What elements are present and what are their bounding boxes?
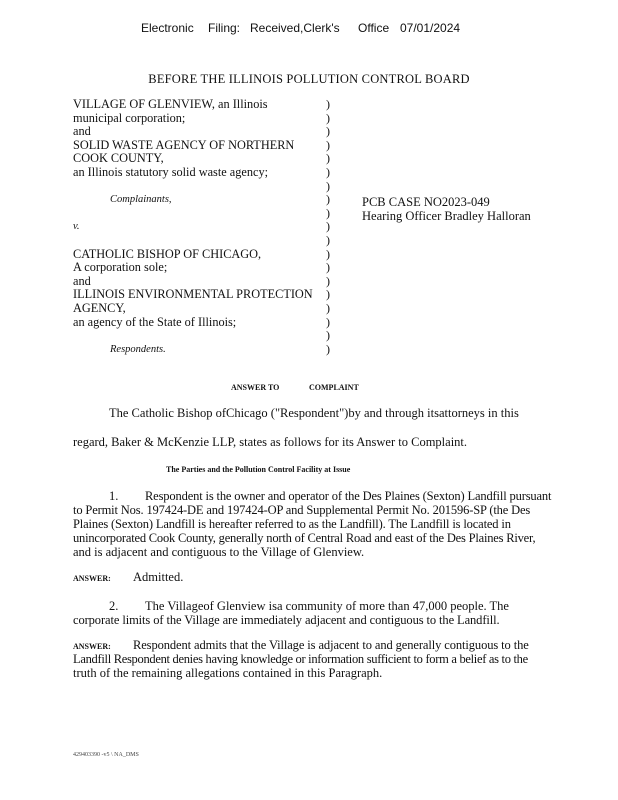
answer1-label: ANSWER:: [73, 574, 111, 583]
caption-spacer: [73, 180, 313, 194]
intro-line-2: regard, Baker & McKenzie LLP, states as follows for its Answer to Complaint.: [73, 435, 468, 449]
doc-heading-answer: ANSWER TO: [231, 383, 280, 392]
case-info: [362, 195, 531, 223]
para1-line: and is adjacent and contiguous to the Village of Glenview.: [73, 545, 365, 559]
paren: ): [326, 97, 330, 111]
paren: ): [326, 341, 330, 356]
para1-line: unincorporated Cook County, generally north of Central Road and east of the Des Plaines River,: [73, 531, 536, 545]
paren: ): [326, 205, 330, 220]
paren: ): [326, 273, 330, 288]
answer2-line: truth of the remaining allegations contained in this Paragraph.: [73, 666, 383, 680]
para1-line: Respondent is the owner and operator of the Des Plaines (Sexton) Landfill pursuant: [145, 489, 552, 503]
paren: ): [326, 178, 330, 193]
paren: ): [326, 124, 330, 139]
caption-line: and: [73, 273, 91, 288]
caption-line: SOLID WASTE AGENCY OF NORTHERN: [73, 137, 295, 152]
intro-line-1: The Catholic Bishop ofChicago ("Respondent")by and through itsattorneys in this: [109, 406, 519, 420]
header-word: Office: [358, 21, 390, 35]
paren: ): [326, 219, 330, 234]
para2-line: The Villageof Glenview isa community of more than 47,000 people. The: [145, 599, 509, 613]
paren: ): [326, 260, 330, 275]
answer1-text: Admitted.: [133, 570, 184, 584]
para1-line: to Permit Nos. 197424-DE and 197424-OP and Supplemental Permit No. 201596-SP (the Des: [73, 503, 531, 517]
caption-spacer: [73, 329, 313, 343]
paren: ): [326, 300, 330, 315]
caption-line: and: [73, 124, 91, 139]
doc-heading-complaint: COMPLAINT: [309, 383, 359, 392]
header-word: Electronic: [141, 21, 194, 35]
answer2-line: Respondent admits that the Village is adjacent to and generally contiguous to the: [133, 638, 529, 652]
paren: ): [326, 110, 330, 125]
caption-spacer: [73, 207, 313, 221]
paren: ): [326, 328, 330, 343]
paren: ): [326, 232, 330, 247]
caption-block: [73, 98, 313, 356]
header-word: Received,Clerk's: [250, 21, 340, 35]
caption-parens: [326, 98, 330, 356]
hearing-officer: Hearing Officer Bradley Halloran: [362, 209, 531, 223]
respondents-label: Respondents.: [110, 343, 166, 355]
caption-line: ILLINOIS ENVIRONMENTAL PROTECTION: [73, 287, 313, 302]
case-number: PCB CASE NO2023-049: [362, 195, 490, 209]
board-title: BEFORE THE ILLINOIS POLLUTION CONTROL BOARD: [148, 72, 470, 86]
header-word: 07/01/2024: [400, 21, 461, 35]
paren: ): [326, 137, 330, 152]
answer2-line: Landfill Respondent denies having knowledge or information sufficient to form a belief as to the: [73, 652, 528, 666]
doc-footer-id: 429403390 -v5 \ NA_DMS: [73, 752, 139, 758]
caption-line: AGENCY,: [73, 300, 126, 315]
caption-spacer: [73, 234, 313, 248]
complainants-label: Complainants,: [110, 194, 172, 206]
para2-number: 2.: [109, 599, 119, 613]
caption-line: A corporation sole;: [73, 260, 168, 275]
caption-line: an agency of the State of Illinois;: [73, 314, 237, 329]
para1-line: Plaines (Sexton) Landfill is hereafter referred to as the Landfill). The Landfill is located in: [73, 517, 511, 531]
paren: ): [326, 246, 330, 261]
paren: ): [326, 314, 330, 329]
para1-number: 1.: [109, 489, 119, 503]
answer2-label: ANSWER:: [73, 642, 111, 651]
caption-line: VILLAGE OF GLENVIEW, an Illinois: [73, 97, 268, 111]
caption-line: COOK COUNTY,: [73, 151, 164, 166]
caption-line: CATHOLIC BISHOP OF CHICAGO,: [73, 246, 262, 261]
section-heading: The Parties and the Pollution Control Facility at Issue: [166, 465, 351, 474]
paren: ): [326, 287, 330, 302]
paren: ): [326, 192, 330, 207]
header-word: Filing:: [208, 21, 241, 35]
paren: ): [326, 151, 330, 166]
paren: ): [326, 164, 330, 179]
versus-label: v.: [73, 221, 80, 233]
para2-line: corporate limits of the Village are immediately adjacent and contiguous to the Landfill.: [73, 613, 500, 627]
caption-line: an Illinois statutory solid waste agency;: [73, 164, 269, 179]
caption-line: municipal corporation;: [73, 110, 186, 125]
